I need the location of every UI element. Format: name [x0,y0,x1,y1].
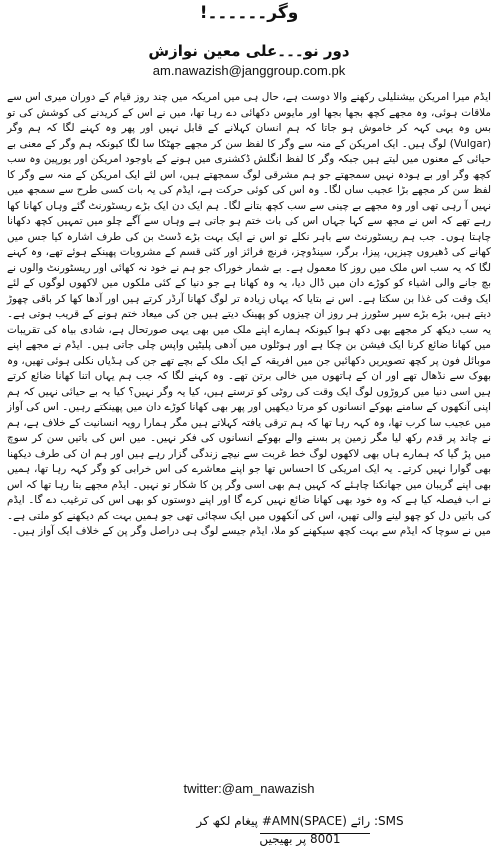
twitter-handle[interactable]: twitter:@am_nawazish [183,781,315,796]
sms-underline [260,833,370,834]
sms-instruction: SMS: رائے (SPACE)AMN# پیغام لکھ کر 8001 پر بھیجیں [196,814,404,846]
article-title: وگر۔۔۔۔۔۔! [199,3,299,23]
column-byline: دور نو۔۔۔علی معین نوازش [148,42,350,60]
article-paragraph: ایڈم میرا امریکن بیشنلیلی رکھنے والا دوست ہے، حال ہی میں امریکہ میں چند روز قیام کے دوران میری اس سے ملاقات ہوئی، وہ مجھے کچھ بجھا بجھا اور مایوس دکھائی دے رہا تھا، میں نے اس کے کریدنے کی کوشش کی تو بس وہ یہی کہہ کر خاموش ہو جاتا کہ ہم انسان کہلانے کے قابل نہیں اور پھر وہ کہنے لگا کہ ہم وگر (Vulgar) لوگ ہیں۔ ایک امریکن کے منہ سے وگر کا لفظ سن کر مجھے جھٹکا سا لگا کیونکہ ہم وگر کے معنی بے حیائی کے معنوں میں لیتے ہیں جبکہ وگر کا لفظ انگلش ڈکشنری میں ہونے کے باوجود امریکن اور یورپین وہ سب کچھ وگر اور بے ہودہ نہیں سمجھتے جو ہم مشرقی لوگ سمجھتے ہیں، اس لئے ایک امریکن کے منہ سے وگر کا لفظ سن کر مجھے بڑا عجیب ساں لگا۔ وہ اس کی کوئی حرکت ہے، ایڈم کی یہ بات کسی طرح سے سمجھ میں نہیں آ رہی تھی اور وہ مجھے بے چینی سے سب کچھ بتانے لگا۔ ہم ایک دن ایک بڑے ریسٹورنٹ گئے وہاں کھانا کھا رہے تھے کہ اس نے مجھ سے کہا جہاں اس کی بات ختم ہو جاتی ہے وہاں سے آگے چلو میں تمہیں کچھ دکھانا چاہتا ہوں۔ جب ہم ریسٹورنٹ سے باہر نکلے تو اس نے ایک بہت بڑے ڈسٹ بن کی طرف اشارہ کیا جس میں کھانے کی ڈھیروں چیزیں، پیزا، برگر، سینڈوچز، فرنچ فرائز اور کئی قسم کے مشروبات پھینکے ہوئے تھے، وہ کہنے لگا کہ یہ سب اس ملک میں روز کا معمول ہے۔ بے شمار خوراک جو ہم نے خود نہ کھائی اور ریسٹورنٹ والوں نے بچ جانے والی اشیاء کو کوڑے دان میں ڈال دیا، یہ وہ کھانا ہے جو دنیا کے کئی ملکوں میں لاکھوں لوگوں کے لئے ایک وقت کی غذا بن سکتا ہے۔ اس نے بتایا کہ یہاں زیادہ تر لوگ کھانا آرڈر کرتے ہیں اور آدھا کھا کر باقی چھوڑ دیتے ہیں، بڑے بڑے سپر سٹورز ہر روز ان چیزوں کو پھینک دیتے ہیں جن کی میعاد ختم ہونے کے قریب ہوتی ہے۔ یہ سب دیکھ کر مجھے بھی دکھ ہوا کیونکہ ہمارے اپنے ملک میں بھی یہی صورتحال ہے، شادی بیاہ کی تقریبات میں کھانا ضائع کرنا ایک فیشن بن چکا ہے اور ہوٹلوں میں آدھی پلیٹیں واپس چلی جاتی ہیں۔ ایڈم نے مجھے اپنے موبائل فون پر کچھ تصویریں دکھائیں جن میں افریقہ کے ایک ملک کے بچے تھے جن کی ہڈیاں نکلی ہوئی تھیں، وہ بھوک سے نڈھال تھے اور ان کے ہاتھوں میں خالی برتن تھے۔ وہ کہنے لگا کہ جب ہم یہاں اتنا کھانا ضائع کرتے ہیں اسی دنیا میں کروڑوں لوگ ایک وقت کی روٹی کو ترستے ہیں، کیا یہ وگر نہیں؟ کیا یہ بے حیائی نہیں کہ ہم اپنی آنکھوں کے سامنے بھوکے انسانوں کو مرتا دیکھیں اور پھر بھی کھانا کوڑے دان میں پھینکتے رہیں۔ اس کی آواز میں عجیب سا کرب تھا، وہ کہہ رہا تھا کہ ہم ترقی یافتہ کہلاتے ہیں مگر ہمارا رویہ انسانیت کے خلاف ہے، ہم نے چاند پر قدم رکھ لیا مگر زمین پر بسنے والے بھوکے انسانوں کی فکر نہیں۔ میں اس کی باتیں سن کر سوچ میں پڑ گیا کہ ہمارے ہاں بھی لاکھوں لوگ خط غربت سے نیچے زندگی گزار رہے ہیں اور ہم ان کی طرف دیکھنا بھی گوارا نہیں کرتے۔ یہ ایک امریکی کا احساس تھا جو اپنے معاشرے کی اس خرابی کو وگر کہہ رہا تھا، ہمیں بھی اپنے گریبان میں جھانکنا چاہئے کہ کہیں ہم بھی اسی وگر پن کا شکار تو نہیں۔ ایڈم مجھے بتا رہا تھا کہ اس نے اب فیصلہ کیا ہے کہ وہ خود بھی کھانا ضائع نہیں کرے گا اور اپنے دوستوں کو بھی اس کی ترغیب دے گا۔ ایڈم کی باتیں دل کو چھو لینے والی تھیں، اس کی آنکھوں میں ایک سچائی تھی جو ہمیں بہت کم دیکھنے کو ملتی ہے۔ میں نے سوچا کہ ایڈم سے بہت کچھ سیکھنے کو ملا، ایڈم جیسے لوگ ہی دراصل وگر پن کے خلاف ایک آواز ہیں۔ [7,91,491,537]
article-body [7,90,491,540]
author-email[interactable]: am.nawazish@janggroup.com.pk [152,63,346,78]
